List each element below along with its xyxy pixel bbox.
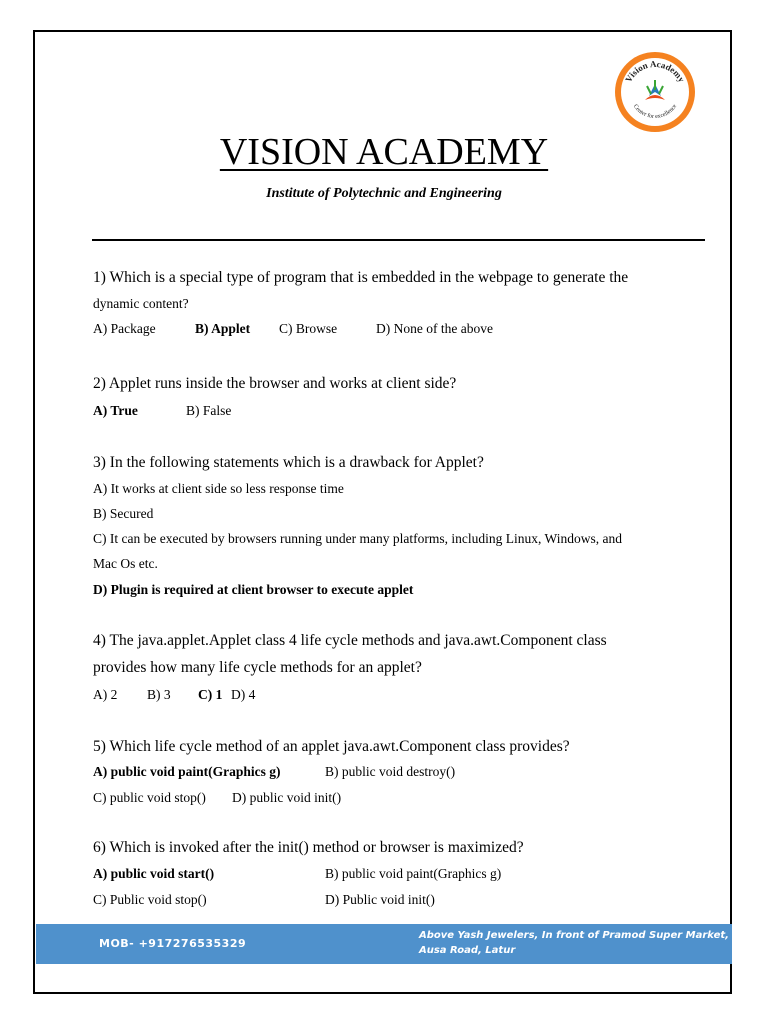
q3-option-c-line2: Mac Os etc.: [93, 556, 158, 571]
q2-option-a-answer: A) True: [93, 403, 138, 418]
q6-option-b: B) public void paint(Graphics g): [325, 866, 502, 881]
footer-mobile-number: MOB- +917276535329: [99, 937, 247, 950]
q6-option-d: D) Public void init(): [325, 892, 435, 907]
q3-option-c-line1: C) It can be executed by browsers running under many platforms, including Linux, Windows, and: [93, 531, 622, 546]
q6-option-c: C) Public void stop(): [93, 892, 207, 907]
q6-option-a-answer: A) public void start(): [93, 866, 215, 881]
q3-option-b: B) Secured: [93, 506, 154, 521]
q4-text-line2: provides how many life cycle methods for an applet?: [93, 659, 422, 676]
page-subtitle: Institute of Polytechnic and Engineering: [266, 186, 502, 201]
logo-bottom-text: Center for excellence: [631, 103, 679, 121]
header-divider: [92, 239, 705, 241]
q4-option-b: B) 3: [147, 687, 171, 702]
q5-option-a-answer: A) public void paint(Graphics g): [93, 764, 281, 779]
q1-option-b-answer: B) Applet: [195, 321, 251, 336]
q5-option-b: B) public void destroy(): [325, 764, 456, 779]
q1-option-a: A) Package: [93, 321, 156, 336]
q1-text-line1: 1) Which is a special type of program that is embedded in the webpage to generate the: [93, 269, 629, 286]
q2-text: 2) Applet runs inside the browser and works at client side?: [93, 375, 457, 392]
q4-option-a: A) 2: [93, 687, 118, 702]
q5-text: 5) Which life cycle method of an applet java.awt.Component class provides?: [93, 738, 570, 755]
footer-address-line2: Ausa Road, Latur: [419, 944, 516, 956]
footer-bar: [36, 924, 732, 964]
q5-option-d: D) public void init(): [232, 790, 342, 805]
q3-option-a: A) It works at client side so less response time: [93, 481, 344, 496]
page-title: VISION ACADEMY: [219, 131, 549, 173]
footer-address: [419, 929, 729, 958]
q5-option-c: C) public void stop(): [93, 790, 206, 805]
q6-text: 6) Which is invoked after the init() method or browser is maximized?: [93, 839, 524, 856]
logo-top-text: Vision Academy: [623, 58, 687, 84]
q1-option-d: D) None of the above: [376, 321, 493, 336]
q3-text: 3) In the following statements which is a drawback for Applet?: [93, 454, 484, 471]
q4-text-line1: 4) The java.applet.Applet class 4 life cycle methods and java.awt.Component class: [93, 632, 607, 649]
q3-option-d-answer: D) Plugin is required at client browser to execute applet: [93, 582, 414, 597]
q2-option-b: B) False: [186, 403, 232, 418]
q4-option-c-answer: C) 1: [198, 687, 223, 702]
footer-address-line1: Above Yash Jewelers, In front of Pramod Super Market,: [419, 930, 729, 941]
vision-academy-logo: [613, 50, 697, 134]
q4-option-d: D) 4: [231, 687, 256, 702]
q1-text-line2: dynamic content?: [93, 296, 189, 311]
q1-option-c: C) Browse: [279, 321, 338, 336]
